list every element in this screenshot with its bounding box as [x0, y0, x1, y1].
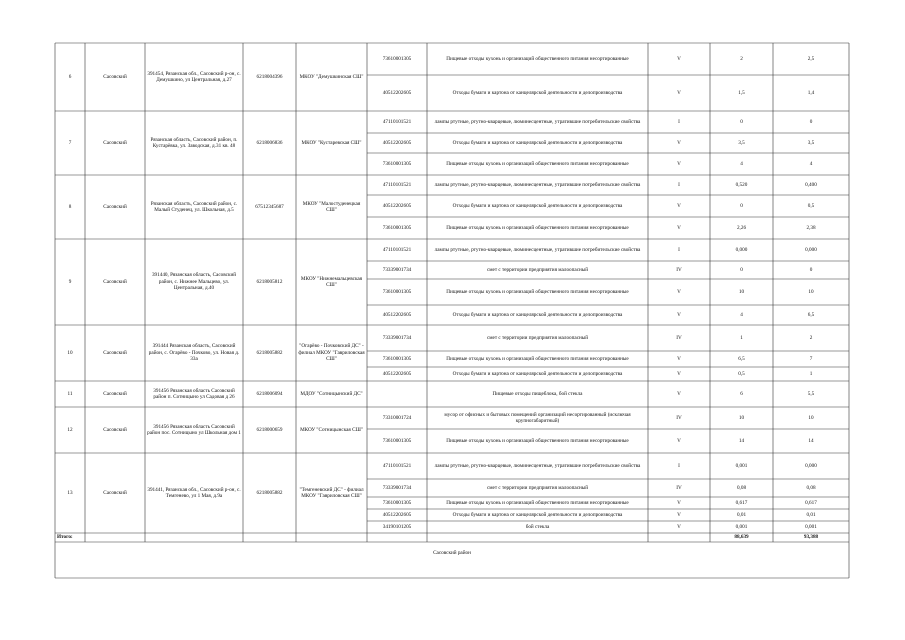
amount-cell: 2 [740, 55, 743, 62]
amount-cell: 1,4 [807, 89, 815, 96]
amount-cell: 6,5 [738, 355, 745, 362]
district-cell: Сасовский [103, 349, 127, 356]
address-cell: 391444 Рязанская область, Сасовский район, с. Огарёво - Почково, ул. Новая д. 33а [148, 343, 240, 363]
district-cell: Сасовский [103, 489, 127, 496]
amount-cell: 0,000 [805, 246, 817, 253]
waste-code-cell: 73339001734 [382, 334, 412, 341]
address-cell: 391456 Рязанская область Сасовский район п. Сотницыно ул Садовая д 26 [153, 387, 235, 400]
amount-cell: 0,000 [805, 462, 817, 469]
waste-name-cell: бой стекла [525, 523, 550, 530]
address-cell: Рязанская область, Сасовский район, п. Кустарёвка, ул. Заводская, д.31 кв. 48 [150, 136, 238, 149]
waste-code-cell: 40512202605 [382, 370, 412, 377]
hazard-class-cell: V [677, 355, 681, 362]
waste-code-cell: 40512202605 [382, 139, 412, 146]
waste-name-cell: Отходы бумаги и картона от канцелярской деятельности и делопроизводства [452, 139, 623, 146]
amount-cell: 6,5 [807, 311, 815, 318]
waste-name-cell: лампы ртутные, ртутно-кварцевые, люминесцентные, утратившие потребительские свойства [434, 181, 641, 188]
amount-cell: 0,01 [736, 511, 747, 518]
waste-code-cell [367, 381, 427, 407]
totals-label: Итого: [57, 534, 73, 541]
waste-code-cell: 73610001305 [382, 437, 412, 444]
amount-cell: 0,001 [805, 523, 817, 530]
organization-cell: МКОУ "Нижнемальцевская СШ" [300, 275, 363, 288]
waste-name-cell: Пищевые отходы кухонь и организаций общественного питания несортированные [446, 224, 629, 231]
amount-cell: 0,617 [735, 499, 748, 506]
amount-cell: 0,01 [806, 511, 816, 518]
waste-name-cell: Отходы бумаги и картона от канцелярской деятельности и делопроизводства [452, 89, 623, 96]
row-number: 10 [67, 349, 73, 356]
hazard-class-cell: V [677, 224, 681, 231]
waste-code-cell: 47110101521 [382, 118, 412, 125]
amount-cell: 14 [808, 437, 814, 444]
row-number: 12 [67, 426, 73, 433]
waste-code-cell: 73610001305 [382, 355, 412, 362]
district-cell: Сасовский [103, 139, 127, 146]
amount-cell: 10 [738, 288, 745, 295]
hazard-class-cell: V [677, 370, 681, 377]
hazard-class-cell: V [677, 202, 681, 209]
waste-name-cell: Пищевые отходы кухонь и организаций общественного питания несортированные [446, 55, 629, 62]
waste-name-cell: Пищевые отходы кухонь и организаций общественного питания несортированные [446, 160, 629, 167]
hazard-class-cell: V [677, 523, 681, 530]
amount-cell: 0,5 [738, 370, 745, 377]
address-cell: 391441, Рязанская обл., Сасовский р-он, с. Темгенево, ул 1 Мая, д.9а [147, 486, 241, 499]
amount-cell: 4 [740, 311, 743, 318]
hazard-class-cell: IV [676, 334, 682, 341]
inn-cell: 6218000659 [256, 426, 283, 433]
amount-cell: 4 [809, 160, 813, 167]
waste-code-cell: 40512202605 [382, 311, 412, 318]
hazard-class-cell: V [677, 390, 681, 397]
organization-cell: МКОУ "Малостуденецкая СШ" [302, 200, 361, 213]
waste-name-cell: Отходы бумаги и картона от канцелярской деятельности и делопроизводства [452, 202, 623, 209]
hazard-class-cell: V [677, 499, 681, 506]
hazard-class-cell: I [678, 181, 680, 188]
amount-cell: 0 [809, 118, 813, 125]
waste-code-cell: 40512202605 [382, 511, 412, 518]
waste-code-cell: 47110101521 [382, 462, 412, 469]
hazard-class-cell: V [677, 139, 681, 146]
hazard-class-cell: I [678, 246, 680, 253]
district-cell: Сасовский [103, 278, 127, 285]
waste-name-cell: смет с территории предприятия малоопасный [486, 334, 589, 341]
address-cell: Рязанская область, Сасовский район, с. Малый Студенец, ул. Школьная, д.5 [150, 200, 238, 213]
waste-name-cell: Отходы бумаги и картона от канцелярской деятельности и делопроизводства [452, 311, 623, 318]
amount-cell: 0,001 [735, 523, 748, 530]
amount-cell: 2,26 [736, 224, 747, 231]
waste-code-cell: 40512202605 [382, 89, 412, 96]
inn-cell: 6218005882 [256, 349, 283, 356]
hazard-class-cell: IV [676, 414, 682, 421]
organization-cell: "Темгеневский ДС" - филиал МКОУ "Гавриловская СШ" [299, 486, 364, 499]
waste-code-cell: 73610001305 [382, 499, 412, 506]
organization-cell: МКОУ "Сотницынская СШ" [300, 426, 363, 433]
waste-name-cell: Пищевые отходы кухонь и организаций общественного питания несортированные [446, 355, 629, 362]
amount-cell: 0 [740, 202, 743, 209]
amount-cell: 0,5 [807, 202, 815, 209]
footer-district: Сасовский район [433, 549, 471, 556]
amount-cell: 10 [808, 414, 814, 421]
amount-cell: 6 [740, 390, 743, 397]
amount-cell: 0,001 [735, 462, 748, 469]
hazard-class-cell: V [677, 288, 681, 295]
hazard-class-cell: I [678, 462, 680, 469]
hazard-class-cell: V [677, 55, 681, 62]
amount-cell: 1 [740, 334, 743, 341]
row-number: 8 [68, 203, 72, 210]
amount-cell: 0 [809, 266, 813, 273]
address-cell: 391454, Рязанская обл., Сасовский р-он, с. Демушкино, ул Центральная, д.27 [147, 70, 241, 83]
hazard-class-cell: V [677, 311, 681, 318]
waste-code-cell: 73610001305 [382, 288, 412, 295]
amount-cell: 10 [738, 414, 745, 421]
amount-cell: 14 [738, 437, 745, 444]
waste-name-cell: Отходы бумаги и картона от канцелярской деятельности и делопроизводства [452, 511, 623, 518]
waste-code-cell: 73610001305 [382, 160, 412, 167]
row-number: 11 [67, 390, 73, 397]
hazard-class-cell: I [678, 118, 680, 125]
amount-cell: 0,400 [805, 181, 817, 188]
amount-cell: 0,000 [735, 246, 748, 253]
waste-code-cell: 34190101205 [382, 523, 412, 530]
amount-cell: 0 [740, 118, 743, 125]
waste-name-cell: Пищевые отходы пищеблока, бой стекла [492, 390, 583, 397]
hazard-class-cell: V [677, 437, 681, 444]
amount-cell: 7 [809, 355, 813, 362]
waste-code-cell: 73610001305 [382, 224, 412, 231]
amount-cell: 1,5 [738, 89, 745, 96]
waste-name-cell: мусор от офисных и бытовых помещений организаций несортированный (исключая крупногабаритный) [444, 411, 631, 424]
district-cell: Сасовский [103, 426, 127, 433]
amount-cell: 2,38 [806, 224, 816, 231]
amount-cell: 1 [809, 370, 813, 377]
waste-code-cell: 47110101521 [382, 246, 412, 253]
amount-cell: 3,5 [738, 139, 745, 146]
waste-code-cell: 73610001305 [382, 55, 412, 62]
waste-name-cell: лампы ртутные, ртутно-кварцевые, люминесцентные, утратившие потребительские свойства [434, 462, 641, 469]
organization-cell: МКОУ "Демушкинская СШ" [299, 73, 364, 80]
district-cell: Сасовский [103, 203, 127, 210]
inn-cell: 6218005812 [256, 278, 283, 285]
amount-cell: 0,617 [805, 499, 817, 506]
amount-cell: 0,520 [735, 181, 748, 188]
amount-cell: 0 [740, 266, 743, 273]
inn-cell: 6218004396 [256, 73, 283, 80]
amount-cell: 5,5 [807, 390, 815, 397]
district-cell: Сасовский [103, 390, 127, 397]
hazard-class-cell: V [677, 89, 681, 96]
hazard-class-cell: V [677, 511, 681, 518]
waste-code-cell: 73310001724 [382, 414, 412, 421]
waste-code-cell: 73339001734 [382, 484, 412, 491]
waste-name-cell: Пищевые отходы кухонь и организаций общественного питания несортированные [446, 437, 629, 444]
row-number: 9 [68, 278, 72, 285]
waste-name-cell: Отходы бумаги и картона от канцелярской деятельности и делопроизводства [452, 370, 623, 377]
amount-cell: 4 [740, 160, 743, 167]
waste-name-cell: лампы ртутные, ртутно-кварцевые, люминесцентные, утратившие потребительские свойства [434, 246, 641, 253]
hazard-class-cell: V [677, 160, 681, 167]
waste-name-cell: смет с территории предприятия малоопасный [486, 266, 589, 273]
waste-name-cell: Пищевые отходы кухонь и организаций общественного питания несортированные [446, 288, 629, 295]
hazard-class-cell: IV [676, 266, 682, 273]
waste-name-cell: Пищевые отходы кухонь и организаций общественного питания несортированные [446, 499, 629, 506]
amount-cell: 2 [809, 334, 813, 341]
waste-name-cell: смет с территории предприятия малоопасный [486, 484, 589, 491]
waste-code-cell: 47110101521 [382, 181, 412, 188]
organization-cell: МДОУ "Сотницынский ДС" [300, 390, 363, 397]
waste-code-cell: 40512202605 [382, 202, 412, 209]
inn-cell: 6218006836 [256, 139, 283, 146]
waste-code-cell: 73339001734 [382, 266, 412, 273]
hazard-class-cell: IV [676, 484, 682, 491]
amount-cell: 0,08 [806, 484, 816, 491]
inn-cell: 6218005882 [256, 489, 283, 496]
amount-cell: 3,5 [807, 139, 815, 146]
address-cell: 391456 Рязанская область Сасовский район пос. Сотницыно ул Школьная дом 1 [147, 423, 241, 436]
total-amount: 93,388 [803, 534, 819, 541]
waste-name-cell: лампы ртутные, ртутно-кварцевые, люминесцентные, утратившие потребительские свойства [434, 118, 641, 125]
address-cell: 391440, Рязанская область, Сасовский район, с. Нижнее Мальцево, ул. Центральная, д.40 [151, 272, 237, 292]
organization-cell: МКОУ "Кустаревская СШ" [301, 139, 362, 146]
inn-cell: 67512345687 [255, 203, 284, 210]
row-number: 6 [68, 73, 72, 80]
amount-cell: 10 [808, 288, 814, 295]
amount-cell: 0,08 [736, 484, 747, 491]
inn-cell: 6218006094 [256, 390, 283, 397]
row-number: 7 [68, 139, 72, 146]
district-cell: Сасовский [103, 73, 127, 80]
organization-cell: "Огарёво - Почковский ДС" - филиал МКОУ "Гавриловская СШ" [298, 343, 365, 363]
row-number: 13 [67, 489, 73, 496]
amount-cell: 2,5 [807, 55, 815, 62]
total-amount: 88,639 [734, 534, 749, 541]
